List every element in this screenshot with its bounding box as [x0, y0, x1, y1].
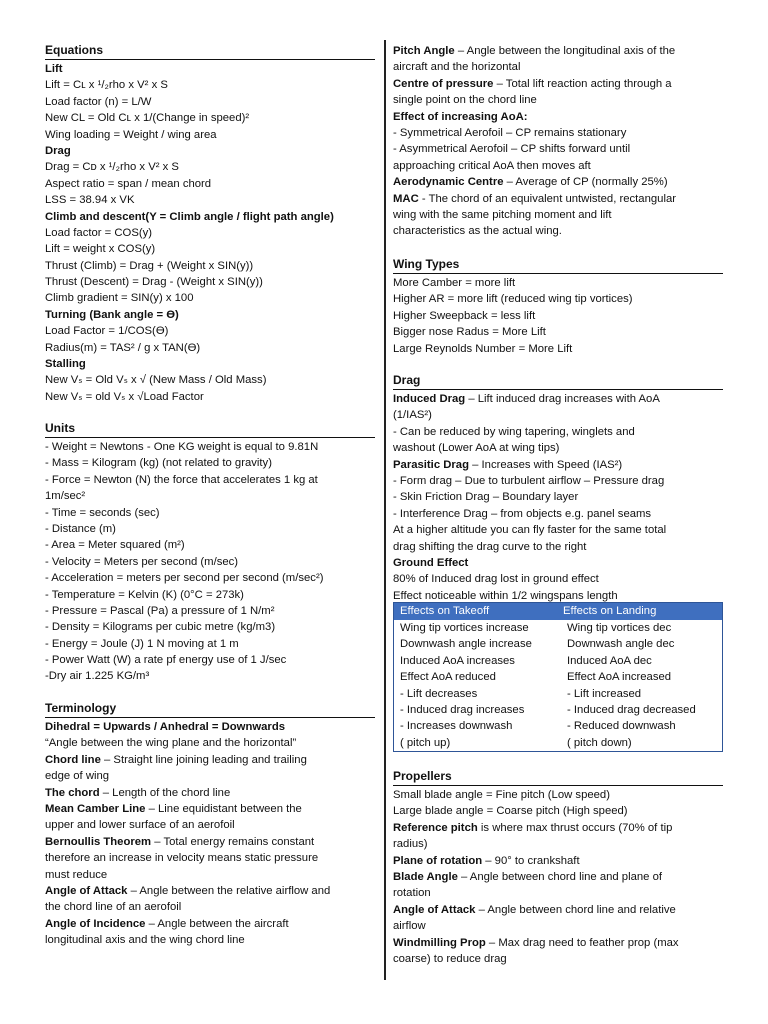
line-text: Bigger nose Radus = More Lift: [393, 326, 546, 339]
line-text: wing with the same pitching moment and lift: [393, 208, 612, 221]
term-label: Turning (Bank angle = ϴ): [45, 308, 179, 321]
line-text: -Dry air 1.225 KG/m³: [45, 670, 150, 683]
term-label: Blade Angle: [393, 870, 458, 883]
text-line: [393, 308, 723, 324]
line-text: - Mass = Kilogram (kg) (not related to gravity): [45, 457, 272, 470]
text-line: [393, 43, 723, 59]
text-line: [393, 951, 723, 967]
text-line: [393, 76, 723, 92]
term-label: Bernoullis Theorem: [45, 835, 152, 848]
text-line: [45, 505, 375, 521]
line-text: - Interference Drag – from objects e.g. panel seams: [393, 507, 652, 520]
landing-cell: Downwash angle dec: [567, 638, 675, 651]
line-text: is where max thrust occurs (70% of tip: [477, 821, 673, 834]
table-row: [394, 653, 722, 669]
text-line: [45, 209, 375, 225]
text-line: [45, 110, 375, 126]
text-line: [393, 820, 723, 836]
text-line: [45, 61, 375, 77]
table-row: [394, 686, 722, 702]
takeoff-cell: Wing tip vortices increase: [400, 622, 529, 634]
line-text: - Can be reduced by wing tapering, winglets and: [393, 425, 635, 438]
intro-section: [393, 43, 723, 240]
line-text: New CL = Old Cʟ x 1/(Change in speed)²: [45, 112, 250, 125]
text-line: [45, 785, 375, 801]
line-text: – Max drag need to feather prop (max: [485, 936, 679, 949]
equations-lines: [45, 61, 375, 405]
line-text: must reduce: [45, 868, 108, 881]
line-text: – Length of the chord line: [99, 786, 231, 799]
text-line: [45, 668, 375, 684]
text-line: [393, 902, 723, 918]
text-line: [393, 918, 723, 934]
line-text: drag shifting the drag curve to the right: [393, 540, 587, 553]
line-text: longitudinal axis and the wing chord line: [45, 934, 245, 947]
term-label: Angle of Incidence: [45, 917, 146, 930]
text-line: [45, 389, 375, 405]
units-heading: Units: [45, 420, 375, 438]
line-text: Thrust (Descent) = Drag - (Weight x SIN(y)): [45, 276, 263, 289]
line-text: - Distance (m): [45, 522, 116, 535]
line-text: – Angle between the relative airflow and: [127, 884, 331, 897]
term-label: The chord: [45, 786, 100, 799]
text-line: [393, 885, 723, 901]
term-label: Reference pitch: [393, 821, 478, 834]
text-line: [393, 191, 723, 207]
line-text: Aspect ratio = span / mean chord: [45, 177, 212, 190]
line-text: Load Factor = 1/COS(ϴ): [45, 325, 169, 338]
text-line: [45, 274, 375, 290]
terminology-lines: [45, 719, 375, 948]
line-text: approaching critical AoA then moves aft: [393, 159, 591, 172]
term-label: Pitch Angle: [393, 45, 455, 57]
term-label: Induced Drag: [393, 393, 466, 405]
table-row: [394, 669, 722, 685]
takeoff-cell: - Increases downwash: [400, 720, 513, 733]
line-text: Lift = weight x COS(y): [45, 243, 156, 256]
line-text: Small blade angle = Fine pitch (Low speed): [393, 789, 610, 801]
text-line: [45, 801, 375, 817]
text-line: [45, 768, 375, 784]
line-text: – Average of CP (normally 25%): [503, 176, 668, 189]
text-line: [45, 472, 375, 488]
text-line: [393, 92, 723, 108]
line-text: – Lift induced drag increases with AoA: [465, 393, 660, 405]
line-text: 1m/sec²: [45, 490, 86, 503]
text-line: [393, 407, 723, 423]
text-line: [45, 603, 375, 619]
term-label: Stalling: [45, 358, 86, 371]
line-text: Higher Sweepback = less lift: [393, 309, 536, 322]
line-text: airflow: [393, 920, 426, 933]
line-text: Drag = Cᴅ x ¹/₂rho x V² x S: [45, 161, 179, 174]
text-line: [393, 935, 723, 951]
text-line: [45, 817, 375, 833]
line-text: Thrust (Climb) = Drag + (Weight x SIN(y)): [45, 259, 254, 272]
term-label: Ground Effect: [393, 556, 469, 569]
text-line: [393, 571, 723, 587]
line-text: upper and lower surface of an aerofoil: [45, 819, 235, 832]
text-line: [45, 439, 375, 455]
line-text: More Camber = more lift: [393, 277, 516, 289]
landing-cell: - Lift increased: [567, 687, 642, 700]
text-line: [393, 391, 723, 407]
text-line: [45, 867, 375, 883]
text-line: [45, 176, 375, 192]
line-text: LSS = 38.94 x VK: [45, 194, 135, 207]
text-line: [45, 372, 375, 388]
effects-landing-header: Effects on Landing: [563, 605, 657, 617]
wing-types-section: [393, 256, 723, 357]
line-text: aircraft and the horizontal: [393, 61, 521, 74]
text-line: [393, 473, 723, 489]
effects-table: [393, 602, 723, 752]
propellers-section: [393, 768, 723, 967]
term-label: Aerodynamic Centre: [393, 176, 504, 189]
text-line: [45, 241, 375, 257]
line-text: Large blade angle = Coarse pitch (High speed): [393, 805, 628, 818]
term-label: MAC: [393, 192, 419, 205]
term-label: Lift: [45, 63, 63, 75]
text-line: [45, 159, 375, 175]
drag-section: [393, 372, 723, 604]
line-text: Lift = Cʟ x ¹/₂rho x V² x S: [45, 79, 168, 92]
text-line: [393, 506, 723, 522]
line-text: Wing loading = Weight / wing area: [45, 128, 217, 141]
text-line: [393, 489, 723, 505]
units-section: [45, 420, 375, 685]
wing-types-lines: [393, 275, 723, 357]
line-text: edge of wing: [45, 770, 110, 783]
line-text: - Form drag – Due to turbulent airflow – Pressure drag: [393, 474, 665, 487]
line-text: washout (Lower AoA at wing tips): [393, 442, 560, 455]
line-text: – Increases with Speed (IAS²): [468, 458, 623, 471]
text-line: [393, 457, 723, 473]
column-divider: [384, 40, 386, 980]
text-line: [45, 619, 375, 635]
line-text: - The chord of an equivalent untwisted, rectangular: [418, 192, 676, 205]
text-line: [45, 225, 375, 241]
text-line: [393, 158, 723, 174]
text-line: [393, 125, 723, 141]
term-label: Plane of rotation: [393, 854, 483, 867]
table-row: [394, 636, 722, 652]
line-text: - Energy = Joule (J) 1 N moving at 1 m: [45, 637, 239, 650]
landing-cell: ( pitch down): [567, 736, 632, 749]
equations-heading: Equations: [45, 42, 375, 60]
text-line: [45, 356, 375, 372]
term-label: Climb and descent(Y = Climb angle / flight path angle): [45, 210, 334, 223]
term-label: Parasitic Drag: [393, 458, 469, 471]
text-line: [45, 850, 375, 866]
table-row: [394, 620, 722, 636]
line-text: rotation: [393, 887, 431, 900]
effects-takeoff-header: Effects on Takeoff: [400, 605, 490, 617]
line-text: Load factor (n) = L/W: [45, 95, 152, 108]
line-text: – Angle between chord line and relative: [475, 903, 676, 916]
line-text: therefore an increase in velocity means static pressure: [45, 852, 319, 865]
line-text: - Velocity = Meters per second (m/sec): [45, 555, 239, 568]
line-text: characteristics as the actual wing.: [393, 225, 562, 238]
landing-cell: - Induced drag decreased: [567, 703, 696, 716]
text-line: [393, 174, 723, 190]
line-text: 80% of Induced drag lost in ground effect: [393, 573, 599, 586]
landing-cell: - Reduced downwash: [567, 720, 676, 733]
line-text: coarse) to reduce drag: [393, 952, 507, 965]
line-text: - Area = Meter squared (m²): [45, 539, 185, 552]
text-line: [45, 587, 375, 603]
table-row: [394, 702, 722, 718]
line-text: Effect noticeable within 1/2 wingspans length: [393, 589, 618, 602]
term-label: Windmilling Prop: [393, 936, 486, 949]
text-line: [393, 324, 723, 340]
text-line: [393, 141, 723, 157]
text-line: [45, 340, 375, 356]
line-text: - Weight = Newtons - One KG weight is equal to 9.81N: [45, 441, 319, 453]
line-text: - Time = seconds (sec): [45, 506, 160, 519]
line-text: (1/IAS²): [393, 409, 432, 422]
takeoff-cell: - Induced drag increases: [400, 703, 525, 716]
text-line: [45, 77, 375, 93]
line-text: – Angle between chord line and plane of: [457, 870, 663, 883]
term-label: Centre of pressure: [393, 77, 494, 90]
line-text: - Force = Newton (N) the force that accelerates 1 kg at: [45, 473, 318, 486]
text-line: [45, 94, 375, 110]
text-line: [45, 652, 375, 668]
equations-section: [45, 42, 375, 405]
text-line: [393, 440, 723, 456]
text-line: [45, 834, 375, 850]
term-label: Chord line: [45, 753, 101, 766]
text-line: [45, 570, 375, 586]
text-line: [393, 539, 723, 555]
takeoff-cell: Downwash angle increase: [400, 638, 532, 651]
text-line: [45, 883, 375, 899]
text-line: [45, 899, 375, 915]
line-text: – Total lift reaction acting through a: [493, 77, 672, 90]
text-line: [45, 719, 375, 735]
effects-table-header: [394, 603, 722, 620]
line-text: - Skin Friction Drag – Boundary layer: [393, 491, 579, 504]
terminology-heading: Terminology: [45, 700, 375, 718]
text-line: [45, 488, 375, 504]
line-text: New Vₛ = Old Vₛ x √ (New Mass / Old Mass): [45, 374, 267, 387]
term-label: Angle of Attack: [393, 903, 476, 916]
text-line: [45, 916, 375, 932]
text-line: [393, 275, 723, 291]
text-line: [393, 836, 723, 852]
text-line: [393, 109, 723, 125]
text-line: [393, 555, 723, 571]
line-text: - Power Watt (W) a rate pf energy use of 1 J/sec: [45, 654, 287, 667]
text-line: [45, 521, 375, 537]
intro-lines: [393, 43, 723, 240]
line-text: Climb gradient = SIN(y) x 100: [45, 292, 194, 305]
text-line: [393, 59, 723, 75]
term-label: Drag: [45, 144, 71, 157]
line-text: - Asymmetrical Aerofoil – CP shifts forward until: [393, 143, 631, 156]
line-text: - Pressure = Pascal (Pa) a pressure of 1 N/m²: [45, 604, 275, 617]
line-text: Radius(m) = TAS² / g x TAN(ϴ): [45, 341, 201, 354]
line-text: radius): [393, 838, 428, 851]
wing-types-heading: Wing Types: [393, 256, 723, 274]
line-text: – Straight line joining leading and trailing: [100, 753, 307, 766]
term-label: Mean Camber Line: [45, 802, 146, 815]
line-text: – Total energy remains constant: [151, 835, 315, 848]
line-text: “Angle between the wing plane and the horizontal”: [45, 737, 297, 750]
propellers-lines: [393, 787, 723, 967]
propellers-heading: Propellers: [393, 768, 723, 786]
text-line: [393, 291, 723, 307]
text-line: [393, 522, 723, 538]
text-line: [45, 192, 375, 208]
text-line: [393, 787, 723, 803]
line-text: - Symmetrical Aerofoil – CP remains stationary: [393, 126, 627, 139]
text-line: [393, 853, 723, 869]
text-line: [45, 537, 375, 553]
line-text: At a higher altitude you can fly faster for the same total: [393, 524, 667, 537]
text-line: [45, 735, 375, 751]
text-line: [393, 869, 723, 885]
text-line: [393, 223, 723, 239]
line-text: – Line equidistant between the: [145, 802, 302, 815]
takeoff-cell: Induced AoA increases: [400, 654, 515, 667]
units-lines: [45, 439, 375, 685]
takeoff-cell: - Lift decreases: [400, 687, 478, 700]
text-line: [45, 455, 375, 471]
effects-table-body: [394, 620, 722, 751]
text-line: [393, 424, 723, 440]
line-text: Higher AR = more lift (reduced wing tip vortices): [393, 293, 633, 306]
term-label: Angle of Attack: [45, 884, 128, 897]
text-line: [45, 323, 375, 339]
landing-cell: Effect AoA increased: [567, 671, 672, 684]
text-line: [45, 554, 375, 570]
takeoff-cell: ( pitch up): [400, 736, 451, 749]
text-line: [45, 290, 375, 306]
text-line: [45, 307, 375, 323]
line-text: Large Reynolds Number = More Lift: [393, 342, 573, 355]
text-line: [393, 341, 723, 357]
line-text: – Angle between the aircraft: [145, 917, 289, 930]
text-line: [45, 258, 375, 274]
line-text: the chord line of an aerofoil: [45, 901, 182, 914]
line-text: – Angle between the longitudinal axis of the: [454, 45, 676, 57]
takeoff-cell: Effect AoA reduced: [400, 671, 496, 684]
terminology-section: [45, 700, 375, 948]
drag-lines: [393, 391, 723, 604]
text-line: [393, 207, 723, 223]
table-row: [394, 735, 722, 751]
line-text: single point on the chord line: [393, 94, 537, 107]
line-text: - Density = Kilograms per cubic metre (kg/m3): [45, 621, 276, 634]
line-text: - Acceleration = meters per second per second (m/sec²): [45, 572, 324, 585]
term-label: Effect of increasing AoA:: [393, 110, 528, 123]
line-text: New Vₛ = old Vₛ x √Load Factor: [45, 390, 204, 403]
term-label: Dihedral = Upwards / Anhedral = Downwards: [45, 721, 286, 733]
line-text: – 90° to crankshaft: [482, 854, 580, 867]
line-text: Load factor = COS(y): [45, 226, 153, 239]
text-line: [45, 932, 375, 948]
text-line: [45, 636, 375, 652]
drag-heading: Drag: [393, 372, 723, 390]
text-line: [45, 143, 375, 159]
text-line: [45, 752, 375, 768]
landing-cell: Wing tip vortices dec: [567, 622, 672, 634]
landing-cell: Induced AoA dec: [567, 654, 652, 667]
line-text: - Temperature = Kelvin (K) (0°C = 273k): [45, 588, 244, 601]
text-line: [45, 127, 375, 143]
table-row: [394, 718, 722, 734]
text-line: [393, 803, 723, 819]
